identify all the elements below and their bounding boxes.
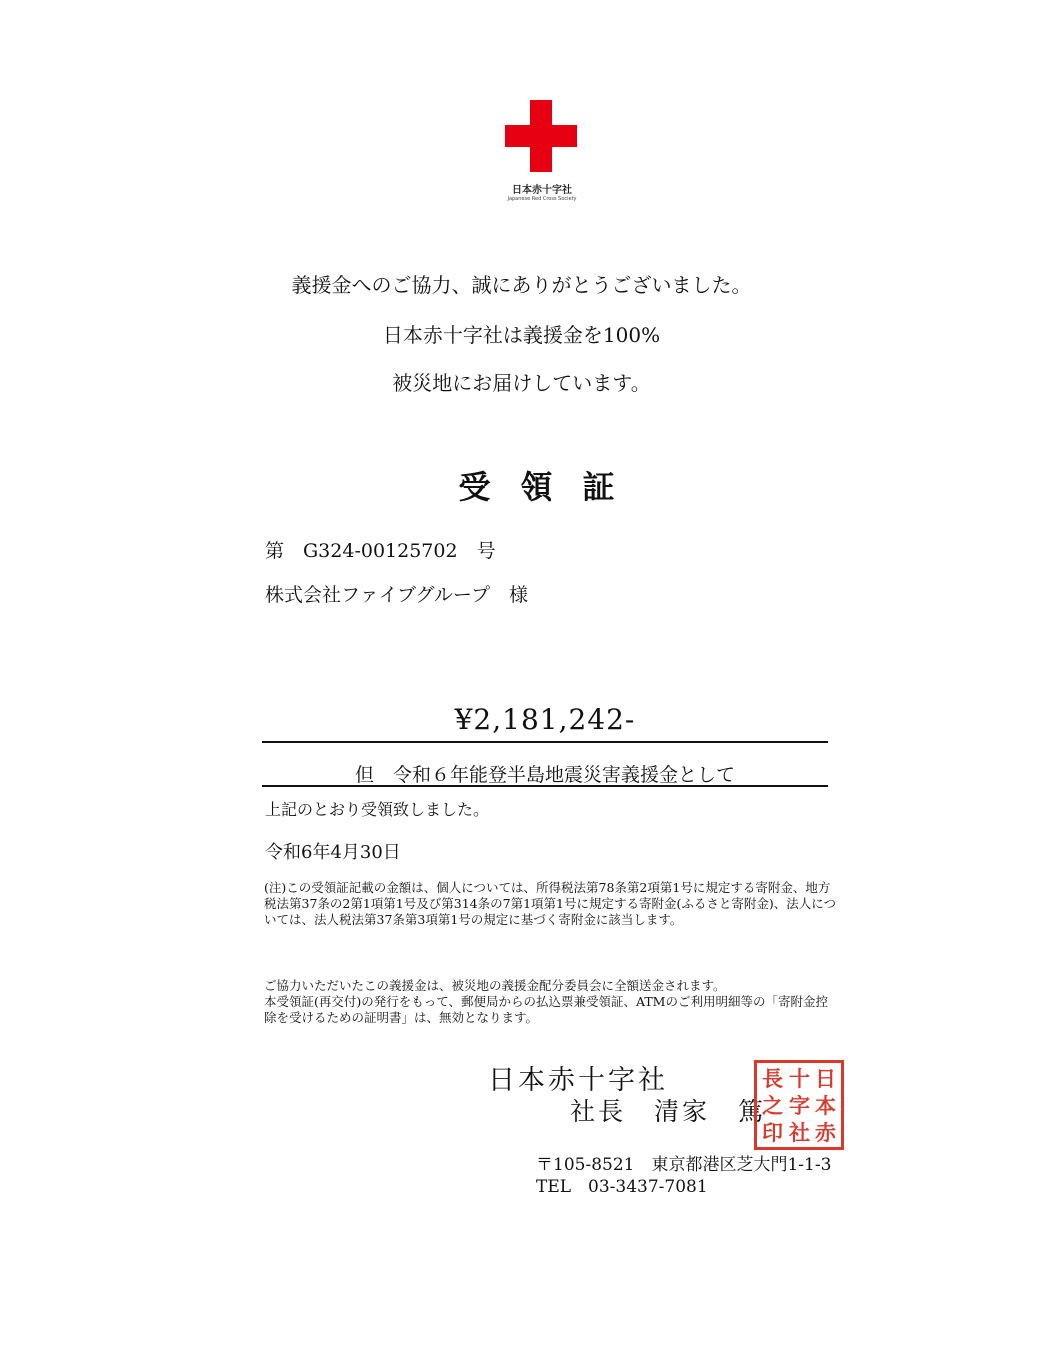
seal-char: 之 [762, 1093, 783, 1118]
seal-char: 字 [789, 1093, 810, 1118]
official-seal-stamp [754, 1060, 844, 1150]
seal-char: 社 [789, 1120, 810, 1145]
thanks-message-line3: 被災地にお届けしています。 [392, 371, 651, 395]
issuer-phone: TEL 03-3437-7081 [536, 1177, 708, 1197]
seal-char: 本 [815, 1093, 836, 1118]
purpose-underline [262, 785, 828, 787]
thanks-message-line2: 日本赤十字社は義援金を100% [382, 323, 661, 347]
seal-char: 日 [815, 1066, 836, 1091]
thanks-message-line1: 義援金へのご協力、誠にありがとうございました。 [291, 273, 752, 297]
tax-note: (注)この受領証記載の金額は、個人については、所得税法第78条第2項第1号に規定する寄附金、地方税法第37条の2第1項第1号及び第314条の7第1項第1号に規定する寄附金(ふるさと寄附金)、法人については、法人税法第37条第3項第1号の規定に基づく寄附金に該当します。 [264, 880, 836, 927]
issuer-organization: 日本赤十字社 [488, 1065, 668, 1096]
red-cross-icon-bar [505, 125, 577, 147]
recipient-name: 株式会社ファイブグループ 様 [265, 584, 528, 606]
notice-line2: 本受領証(再交付)の発行をもって、郵便局からの払込票兼受領証、ATMのご利用明細等の「寄附金控除を受けるための証明書」は、無効となります。 [264, 994, 828, 1025]
seal-char: 長 [762, 1066, 783, 1091]
seal-char: 十 [789, 1066, 810, 1091]
document-title: 受領証 [458, 468, 645, 506]
logo-text-jp: 日本赤十字社 [512, 185, 572, 196]
donation-purpose: 但 令和６年能登半島地震災害義援金として [354, 764, 735, 786]
receipt-date: 令和6年4月30日 [265, 842, 401, 863]
seal-char: 赤 [815, 1120, 836, 1145]
received-statement: 上記のとおり受領致しました。 [265, 800, 490, 819]
red-cross-logo [498, 94, 590, 212]
issuer-president: 社長 清家 篤 [570, 1097, 767, 1126]
notice-line1: ご協力いただいたこの義援金は、被災地の義援金配分委員会に全額送金されます。 [264, 978, 726, 993]
receipt-number: 第 G324-00125702 号 [265, 540, 496, 562]
amount-underline [262, 741, 828, 743]
logo-text-en: Japanese Red Cross Society [507, 196, 577, 202]
seal-char: 印 [762, 1120, 783, 1145]
donation-amount: ¥2,181,242- [454, 703, 636, 736]
issuer-address: 〒105-8521 東京都港区芝大門1-1-3 [536, 1155, 832, 1175]
notice-block [264, 978, 838, 1026]
